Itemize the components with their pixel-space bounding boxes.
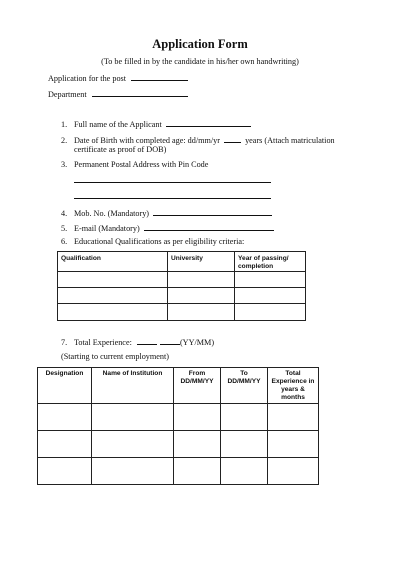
table-cell[interactable] — [235, 288, 306, 304]
email-field[interactable] — [144, 222, 274, 231]
table-row — [58, 304, 306, 321]
item-1 — [61, 118, 251, 130]
form-title: Application Form — [152, 37, 248, 51]
table-cell[interactable] — [235, 272, 306, 288]
experience-years-field[interactable] — [137, 336, 157, 345]
table-cell[interactable] — [235, 304, 306, 321]
table-cell[interactable] — [221, 431, 268, 458]
table-cell[interactable] — [58, 288, 168, 304]
table-cell[interactable] — [221, 404, 268, 431]
table-cell[interactable] — [92, 431, 174, 458]
item-number: 1. — [61, 120, 68, 129]
table-cell[interactable] — [92, 458, 174, 485]
item-number: 2. — [61, 136, 68, 145]
table-cell[interactable] — [268, 404, 319, 431]
item-2-label: Date of Birth with completed age: dd/mm/yr — [74, 136, 220, 145]
table-cell[interactable] — [168, 288, 235, 304]
item-7-unit: (YY/MM) — [179, 338, 215, 347]
header-total-experience: Total Experience in years & months — [268, 368, 319, 404]
experience-table — [37, 367, 319, 485]
item-7-note: (Starting to current employment) — [61, 352, 170, 361]
item-number: 6. — [61, 237, 68, 246]
experience-months-field[interactable] — [160, 336, 180, 345]
item-7-label: Total Experience: — [74, 338, 132, 347]
table-cell[interactable] — [58, 304, 168, 321]
form-subtitle: (To be filled in by the candidate in his/her own handwriting) — [101, 57, 299, 66]
item-number: 5. — [61, 224, 68, 233]
item-4-label: Mob. No. (Mandatory) — [74, 209, 150, 218]
item-6 — [61, 237, 244, 247]
table-cell[interactable] — [92, 404, 174, 431]
item-6-label: Educational Qualifications as per eligibility criteria: — [74, 237, 245, 246]
table-cell[interactable] — [58, 272, 168, 288]
item-3-label: Permanent Postal Address with Pin Code — [74, 160, 209, 169]
item-7 — [61, 336, 214, 348]
table-row — [38, 431, 319, 458]
table-cell[interactable] — [268, 458, 319, 485]
mobile-field[interactable] — [153, 207, 272, 216]
item-2-label-cont: years (Attach matriculation — [245, 136, 335, 145]
header-from-date: From DD/MM/YY — [174, 368, 221, 404]
item-number: 3. — [61, 160, 68, 169]
item-2-line2: certificate as proof of DOB) — [74, 145, 167, 154]
item-5-label: E-mail (Mandatory) — [74, 224, 140, 233]
department-row — [48, 88, 188, 100]
item-number: 7. — [61, 338, 68, 347]
header-university: University — [168, 252, 235, 272]
post-label: Application for the post — [48, 74, 126, 83]
table-row — [38, 404, 319, 431]
department-label: Department — [48, 90, 87, 99]
table-cell[interactable] — [168, 304, 235, 321]
table-row — [58, 272, 306, 288]
header-designation: Designation — [38, 368, 92, 404]
item-4 — [61, 207, 272, 219]
age-field[interactable] — [224, 134, 241, 143]
item-number: 4. — [61, 209, 68, 218]
table-row — [38, 458, 319, 485]
item-1-label: Full name of the Applicant — [74, 120, 162, 129]
table-cell[interactable] — [268, 431, 319, 458]
table-row — [58, 288, 306, 304]
department-field[interactable] — [92, 88, 188, 97]
post-field[interactable] — [131, 72, 188, 81]
address-line-1[interactable] — [74, 182, 271, 183]
table-cell[interactable] — [174, 458, 221, 485]
table-cell[interactable] — [174, 431, 221, 458]
header-year-of-passing: Year of passing/ completion — [235, 252, 306, 272]
header-to-date: To DD/MM/YY — [221, 368, 268, 404]
table-cell[interactable] — [168, 272, 235, 288]
table-cell[interactable] — [38, 431, 92, 458]
address-line-2[interactable] — [74, 198, 271, 199]
full-name-field[interactable] — [166, 118, 251, 127]
table-cell[interactable] — [174, 404, 221, 431]
qualification-table — [57, 251, 306, 321]
table-header-row — [38, 368, 319, 404]
table-header-row — [58, 252, 306, 272]
table-cell[interactable] — [221, 458, 268, 485]
table-cell[interactable] — [38, 404, 92, 431]
item-3 — [61, 160, 208, 170]
post-row — [48, 72, 188, 84]
item-5 — [61, 222, 274, 234]
header-institution: Name of Institution — [92, 368, 174, 404]
table-cell[interactable] — [38, 458, 92, 485]
header-qualification: Qualification — [58, 252, 168, 272]
